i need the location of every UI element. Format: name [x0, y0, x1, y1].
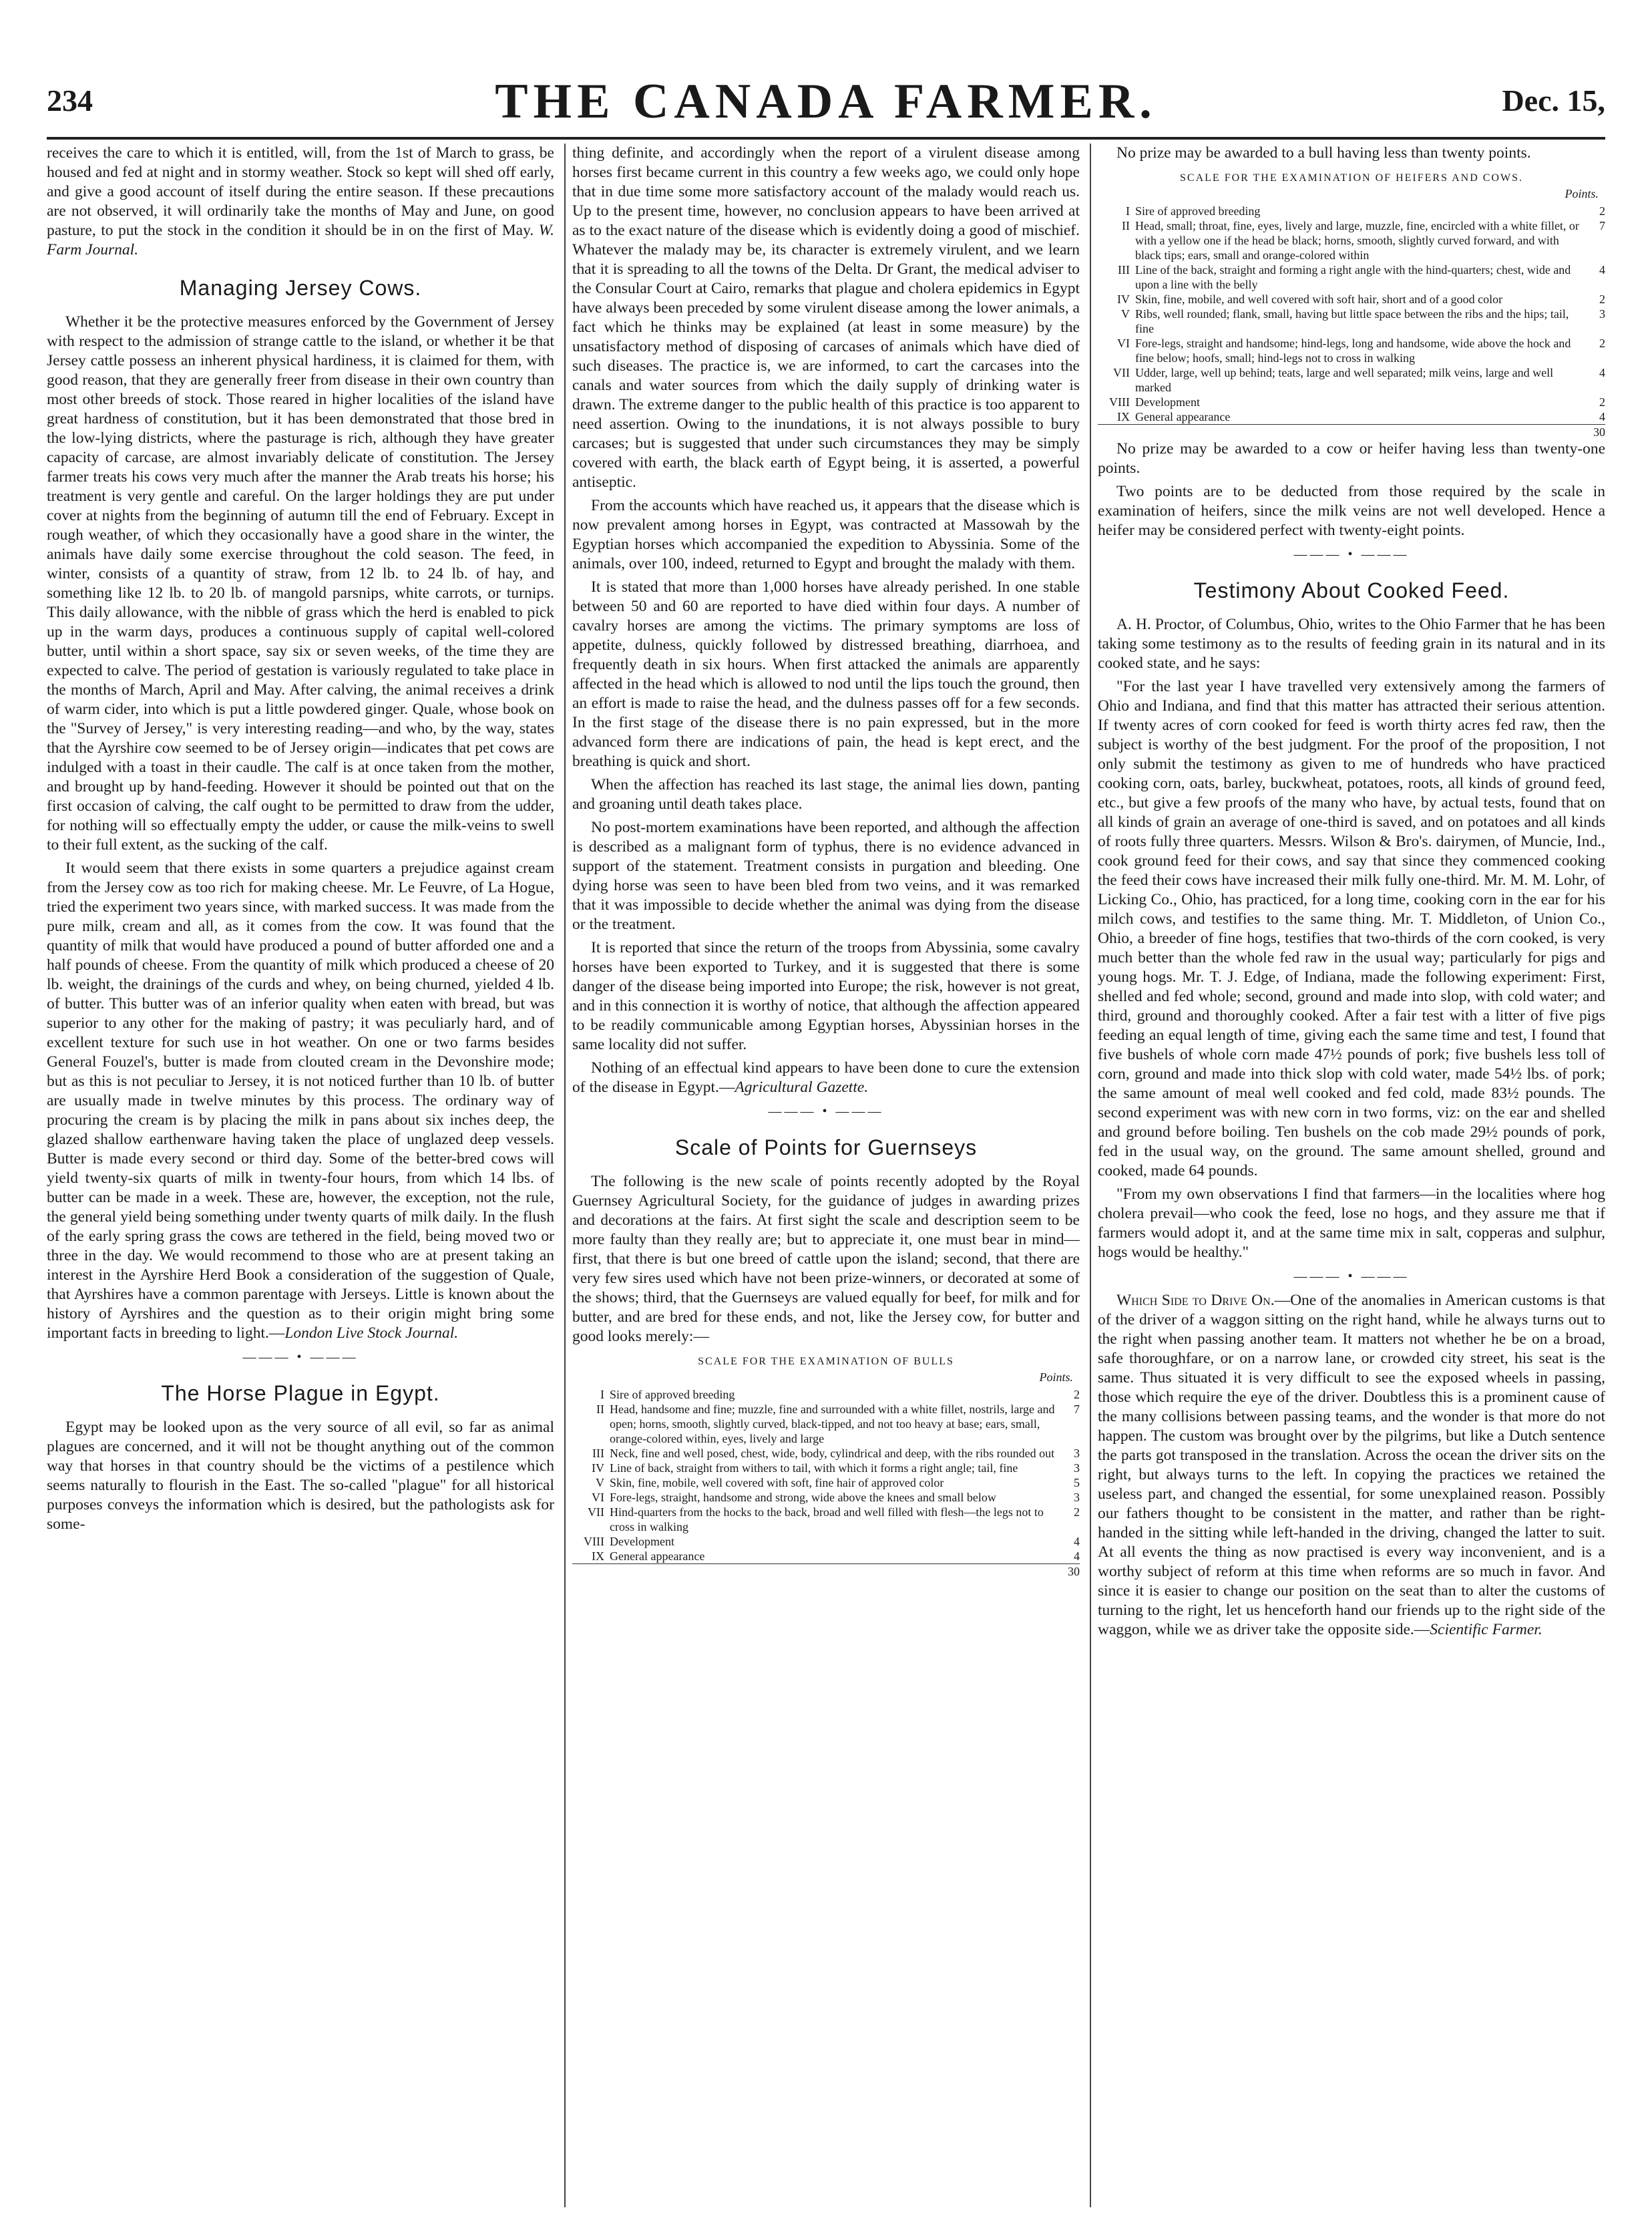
column-divider — [1090, 144, 1091, 2207]
column-1 — [47, 144, 554, 2207]
table-row: V Skin, fine, mobile, well covered with soft, fine hair of approved color 5 — [596, 1476, 1080, 1489]
article-paragraph: Which Side to Drive On.—One of the anomalies in American customs is that of the driver of a waggon sitting on the right hand, while he always turns out to the right when passing another team. It matters not whether he be on a broad, safe thoroughfare, or on a narrow lane, or crowded city street, his seat is the same. Thus situated it is very difficult to see the exposed wheels in passing, those which require the eye of the driver. Doubtless this is a prominent cause of the many collisions between passing teams, and the wonder is that more do not happen. The custom was brought over by the pilgrims, but like a Dutch sentence the parts got transposed in the translation. Across the ocean the driver sits on the right, but always turns to the left. In copying the practices we retained the useless part, and changed the essential, for some unexplained reason. Possibly our fathers thought to be consistent in the matter, and rather than be right-handed in the sitting while left-handed in the driving, changed the latter to suit. At all events the thing as now practised is every way inconvenient, and is a worthy subject of reform at this time when reforms are so much in favor. And since it is easier to change our position on the seat than to alter the customs of turning to the right, let us henceforth hand our friends up to the right side of the waggon, while we as driver take the opposite side.—Scientific Farmer. — [1098, 1292, 1605, 1638]
source-credit: Scientific Farmer. — [1430, 1621, 1542, 1638]
table-row: VIII Development 2 — [1109, 395, 1605, 409]
table-row: I Sire of approved breeding 2 — [1126, 204, 1605, 218]
heifers-scale-heading: SCALE FOR THE EXAMINATION OF HEIFERS AND COWS. — [1180, 172, 1523, 184]
section-separator: ——— • ——— — [1293, 1269, 1410, 1284]
table-row: I Sire of approved breeding 2 — [600, 1388, 1080, 1401]
section-separator: ——— • ——— — [1293, 547, 1410, 562]
article-paragraph: No prize may be awarded to a cow or heifer having less than twenty-one points. — [1098, 440, 1605, 477]
points-label: Points. — [1565, 187, 1599, 200]
article-title-guernseys: Scale of Points for Guernseys — [674, 1135, 978, 1159]
article-paragraph: From the accounts which have reached us, it appears that the disease which is now prevalent among horses in Egypt, was contracted at Massowah by the Egyptian horses which accompanied the expedition to Abyssinia. Some of the animals, over 100, indeed, returned to Egypt and brought the malady with them. — [572, 497, 1080, 572]
article-lead-in: Which Side to Drive On. — [1116, 1292, 1275, 1309]
issue-date: Dec. 15, — [1502, 83, 1605, 118]
article-paragraph: "From my own observations I find that farmers—in the localities where hog cholera prevail—who cook the feed, lose no hogs, and they assure me that if farmers would adopt it, and at the same time mix in salt, copperas and sulphur, hogs would be healthy." — [1098, 1185, 1605, 1261]
heifers-scale-table — [1098, 204, 1605, 439]
table-total-row: 30 — [1098, 425, 1605, 440]
article-paragraph: thing definite, and accordingly when the report of a virulent disease among horses first became current in this country a few weeks ago, we could only hope that in due time some more satisfactory account of the malady would reach us. Up to the present time, however, no conclusion appears to have been arrived at as to the exact nature of the disease which is evidently doing a good of mischief. Whatever the malady may be, its character is extremely virulent, and we learn that it is spreading to all the towns of the Delta. Dr Grant, the medical adviser to the Consular Court at Cairo, remarks that plague and cholera epidemics in Egypt have always been preceded by some virulent disease among the lower animals, a fact which he thinks may be explained (at least in some measure) by the unsatisfactory method of disposing of carcases of animals which have died of such diseases. The practice is, we are informed, to cart the carcases into the canals and water sources from which the daily supply of drinking water is drawn. The extreme danger to the public health of this practice is too apparent to need assertion. Owing to the inundations, it is not always possible to bury carcases; but is suggested that under such circumstances they may be simply covered with earth, the black earth of Egypt being, it is asserted, a powerful antiseptic. — [572, 144, 1080, 491]
column-3 — [1098, 144, 1605, 2207]
table-row: IX General appearance 4 — [1117, 410, 1605, 423]
source-credit: W. Farm Journal. — [47, 222, 554, 258]
article-paragraph: The following is the new scale of points recently adopted by the Royal Guernsey Agricultural Society, for the guidance of judges in awarding prizes and decorations at the fairs. At first sight the scale and description seem to be more faulty than they really are; but to appreciate it, one must bear in mind—first, that there is but one breed of cattle upon the island; second, that there are very few sires used which have not been prize-winners, or decorated at some of the shows; third, that the Guernseys are valued equally for beef, for milk and for butter, and are bred for these ends, and not, like the Jersey cow, for butter and good looks merely:— — [572, 1173, 1080, 1345]
table-row: VII Hind-quarters from the hocks to the back, broad and well filled with flesh—the legs not to cross in walking 2 — [588, 1505, 1080, 1533]
table-row: VI Fore-legs, straight, handsome and strong, wide above the knees and small below 3 — [592, 1491, 1080, 1504]
article-paragraph: When the affection has reached its last stage, the animal lies down, panting and groaning until death takes place. — [572, 776, 1080, 813]
table-row: VII Udder, large, well up behind; teats, large and well separated; milk veins, large and well marked 4 — [1113, 366, 1605, 394]
article-title-cooked-feed: Testimony About Cooked Feed. — [1193, 578, 1510, 602]
article-title-jersey: Managing Jersey Cows. — [179, 276, 422, 300]
table-row: VIII Development 4 — [584, 1535, 1080, 1548]
article-paragraph: A. H. Proctor, of Columbus, Ohio, writes to the Ohio Farmer that he has been taking some testimony as to the results of feeding grain in its natural and in its cooked state, and he says: — [1098, 616, 1605, 672]
section-separator: ——— • ——— — [768, 1104, 884, 1119]
article-paragraph: No prize may be awarded to a bull having less than twenty points. — [1116, 144, 1531, 162]
table-row: VI Fore-legs, straight and handsome; hind-legs, long and handsome, wide above the hock and fine below; hoofs, small; hind-legs not to cross in walking 2 — [1117, 337, 1605, 365]
section-separator: ——— • ——— — [242, 1350, 359, 1364]
table-row: IV Line of back, straight from withers to tail, with which it forms a right angle; tail, fine 3 — [592, 1461, 1080, 1475]
table-row: IX General appearance 4 — [592, 1549, 1080, 1563]
header-rule — [47, 137, 1605, 140]
article-paragraph: Two points are to be deducted from those required by the scale in examination of heifers, since the milk veins are not well developed. Hence a heifer may be considered perfect with twenty-eight points. — [1098, 483, 1605, 539]
bulls-scale-table — [572, 1387, 1080, 1579]
column-divider — [564, 144, 566, 2207]
article-paragraph: It is stated that more than 1,000 horses have already perished. In one stable between 50 and 60 are reported to have died within four days. A number of cavalry horses are among the victims. The primary symptoms are loss of appetite, dulness, quickly followed by distressed breathing, diarrhoea, and frequently death in six hours. When first attacked the animals are apparently affected in the head which is allowed to nod until the lips touch the ground, then an effort is made to raise the head, and the dulness passes off for a few seconds. In the first stage of the disease there is no pain expressed, but in the more advanced form there are indications of pain, the head is kept erect, and the breathing is quick and short. — [572, 578, 1080, 770]
table-row: IV Skin, fine, mobile, and well covered with soft hair, short and of a good color 2 — [1117, 293, 1605, 306]
table-row: V Ribs, well rounded; flank, small, having but little space between the ribs and the hips; tail, fine 3 — [1121, 307, 1605, 335]
table-row: II Head, small; throat, fine, eyes, lively and large, muzzle, fine, encircled with a white fillet, or with a yellow one if the head be black; horns, smooth, slightly curved forward, and with black tips; ears, small and orange-colored within 7 — [1122, 219, 1605, 262]
masthead-title: THE CANADA FARMER. — [495, 74, 1157, 129]
article-paragraph: Nothing of an effectual kind appears to have been done to cure the extension of the disease in Egypt.—Agricultural Gazette. — [572, 1059, 1080, 1096]
article-continuation: receives the care to which it is entitled, will, from the 1st of March to grass, be housed and fed at night and in stormy weather. Stock so kept will shed off early, and give a good account of itself during the entire season. If these precautions are not observed, it will ordinarily take the months of May and June, on good pasture, to put the stock in the condition it should be in on the first of May. W. Farm Journal. — [47, 144, 554, 258]
article-paragraph: "For the last year I have travelled very extensively among the farmers of Ohio and Indiana, and find that this matter has attracted their serious attention. If twenty acres of corn cooked for feed is worth thirty acres fed raw, then the subject is worthy of the best judgment. For the proof of the proposition, I not only submit the testimony as given to me of hundreds who have practiced cooking corn, oats, barley, buckwheat, potatoes, roots, all kinds of ground feed, etc., but give a few proofs of the many who have, by actual tests, found that on all kinds of grain an average of one-third is saved, and on potatoes and all kinds of roots fully three quarters. Messrs. Wilson & Bro's. dairymen, of Muncie, Ind., cook ground feed for their cows, and say that since they commenced cooking the feed their cows have increased their milk fully one-third. Mr. M. M. Lohr, of Licking Co., Ohio, has practiced, for a long time, cooking corn in the ear for his milch cows, and testifies to the same thing. Mr. T. Middleton, of Union Co., Ohio, a breeder of fine hogs, testifies that two-thirds of the corn cooked, is very much better than the whole fed raw in the usual way; particularly for pigs and young hogs. Mr. T. J. Edge, of Indiana, made the following experiment: First, shelled and fed whole; second, ground and made into slop, with cold water; and third, ground and thoroughly cooked. After a fair test with a litter of five pigs feeding an equal length of time, giving each the same time and test, I found that five bushels of whole corn made 47½ pounds of pork; five bushels less toll of corn, ground and made into thick slop with cold water, made 54½ lbs. of pork; the same amount of meal well cooked and fed cold, made 83½ pounds. The second experiment was with new corn in two forms, viz: on the ear and shelled and ground before boiling. Ten bushels on the cob made 29½ pounds of pork, fed in the usual way, on the ground. The same amount shelled, ground and cooked, made 64 pounds. — [1098, 678, 1605, 1179]
table-row: III Neck, fine and well posed, chest, wide, body, cylindrical and deep, with the ribs rounded out 3 — [592, 1447, 1080, 1460]
table-row: III Line of the back, straight and forming a right angle with the hind-quarters; chest, wide and upon a line with the belly 4 — [1118, 263, 1605, 291]
article-title-plague: The Horse Plague in Egypt. — [161, 1381, 440, 1405]
points-label: Points. — [1039, 1370, 1073, 1384]
source-credit: Agricultural Gazette. — [735, 1079, 869, 1096]
article-paragraph: It is reported that since the return of the troops from Abyssinia, some cavalry horses have been exported to Turkey, and it is suggested that there is some danger of the disease being imported into Europe; the risk, however is not great, and in this connection it is worthy of notice, that although the affection appeared to be readily communicable among Egyptian horses, Abyssinian horses in the same locality did not suffer. — [572, 939, 1080, 1053]
article-paragraph: Whether it be the protective measures enforced by the Government of Jersey with respect to the admission of strange cattle to the island, or whether it be that Jersey cattle possess an inherent physical hardiness, it is claimed for them, with good reason, that they are generally freer from disease in their own country than most other breeds of stock. Those reared in higher localities of the island have great hardness of constitution, but it has been demonstrated that those bred in the low-lying districts, where the pasturage is rich, although they have greater capacity of carcase, are almost invariably delicate of constitution. The Jersey farmer treats his cows very much after the manner the Arab treats his horse; his treatment is very gentle and careful. On the larger holdings they are put under cover at nights from the beginning of autumn till the end of February. Except in rough weather, of which they occasionally have a good share in the winter, the animals have daily some exercise throughout the cold season. The feed, in winter, consists of a quantity of straw, from 12 lb. to 24 lb. of hay, and something like 12 lb. to 20 lb. of mangold parsnips, white carrots, or turnips. This daily allowance, with the nibble of grass which the herd is enabled to pick up in the warm days, produces a continuous supply of capital well-colored butter, until within a short space, say six or seven weeks, of the time they are expected to calve. The period of gestation is variously regulated to take place in the months of March, April and May. After calving, the animal receives a drink of warm cider, into which is put a little powdered ginger. Quale, whose book on the "Survey of Jersey," is very interesting reading—and who, by the way, states that the Ayrshire cow seemed to be of Jersey origin—indicates that pet cows are indulged with a toast in their caudle. The calf is at once taken from the mother, and brought up by hand-feeding. However it should be pointed out that on the first occasion of calving, the calf ought to be permitted to draw from the udder, for nothing will so effectually empty the udder, or cause the milk-veins to swell to their full extent, as the sucking of the calf. — [47, 313, 554, 854]
table-total-row: 30 — [572, 1564, 1080, 1580]
page-number: 234 — [47, 83, 93, 118]
page-header — [47, 73, 1605, 134]
article-paragraph: It would seem that there exists in some quarters a prejudice against cream from the Jersey cow as too rich for making cheese. Mr. Le Feuvre, of La Hogue, tried the experiment two years since, with marked success. It was made from the pure milk, cream and all, as it comes from the cow. It was found that the quantity of milk that would have produced a pound of butter afforded one and a half pounds of cheese. From the quantity of milk which produced a cheese of 20 lb. weight, the drainings of the curds and whey, on being churned, yielded 4 lb. of butter. This butter was of an inferior quality when eaten with bread, but was superior to any other for the making of pastry; it was peculiarly hard, and of excellent texture for such use in hot weather. On one or two farms besides General Fouzel's, butter is made from clouted cream in the Devonshire mode; but as this is not peculiar to Jersey, it is not noticed further than 10 lb. of butter are usually made in twelve minutes by this process. The ordinary way of procuring the cream is by placing the milk in pans about six inches deep, the glazed shallow earthenware having taken the place of unglazed deep vessels. Butter is made every second or third day. Some of the better-bred cows will yield twenty-six quarts of milk in twenty-four hours, from which 14 lbs. of butter can be made in a week. These are, however, the exception, not the rule, the general yield being something under twenty quarts of milk daily. In the flush of the early spring grass the cows are tethered in the field, being moved two or three in the day. We would recommend to those who are at present taking an interest in the Ayrshire Herd Book a consideration of the suggestion of Quale, that Ayrshires have a common parentage with Jerseys. Little is known about the history of Ayrshires and the question as to their origin might bring some important facts in breeding to light.—London Live Stock Journal. — [47, 860, 554, 1342]
column-2 — [572, 144, 1080, 2207]
bulls-scale-heading: SCALE FOR THE EXAMINATION OF BULLS — [698, 1356, 954, 1367]
article-paragraph: No post-mortem examinations have been reported, and although the affection is described as a malignant form of typhus, there is no evidence advanced in support of the statement. Treatment consists in purgation and bleeding. One dying horse was seen to have been bled from two veins, and it was remarked that it was impossible to decide whether the animal was dying from the disease or the treatment. — [572, 819, 1080, 933]
table-row: II Head, handsome and fine; muzzle, fine and surrounded with a white fillet, nostrils, large and open; horns, smooth, slightly curved, black-tipped, and not too heavy at base; ears, small, orange-colored within, eyes, lively and large 7 — [596, 1403, 1080, 1445]
article-paragraph: Egypt may be looked upon as the very source of all evil, so far as animal plagues are concerned, and it will not be thought anything out of the common way that horses in that country should be the victims of a pestilence which seems naturally to flourish in the East. The so-called "plague" for all historical purposes conveys the information which is desired, but the pathologists ask for some- — [47, 1419, 554, 1533]
source-credit: London Live Stock Journal. — [284, 1324, 459, 1342]
